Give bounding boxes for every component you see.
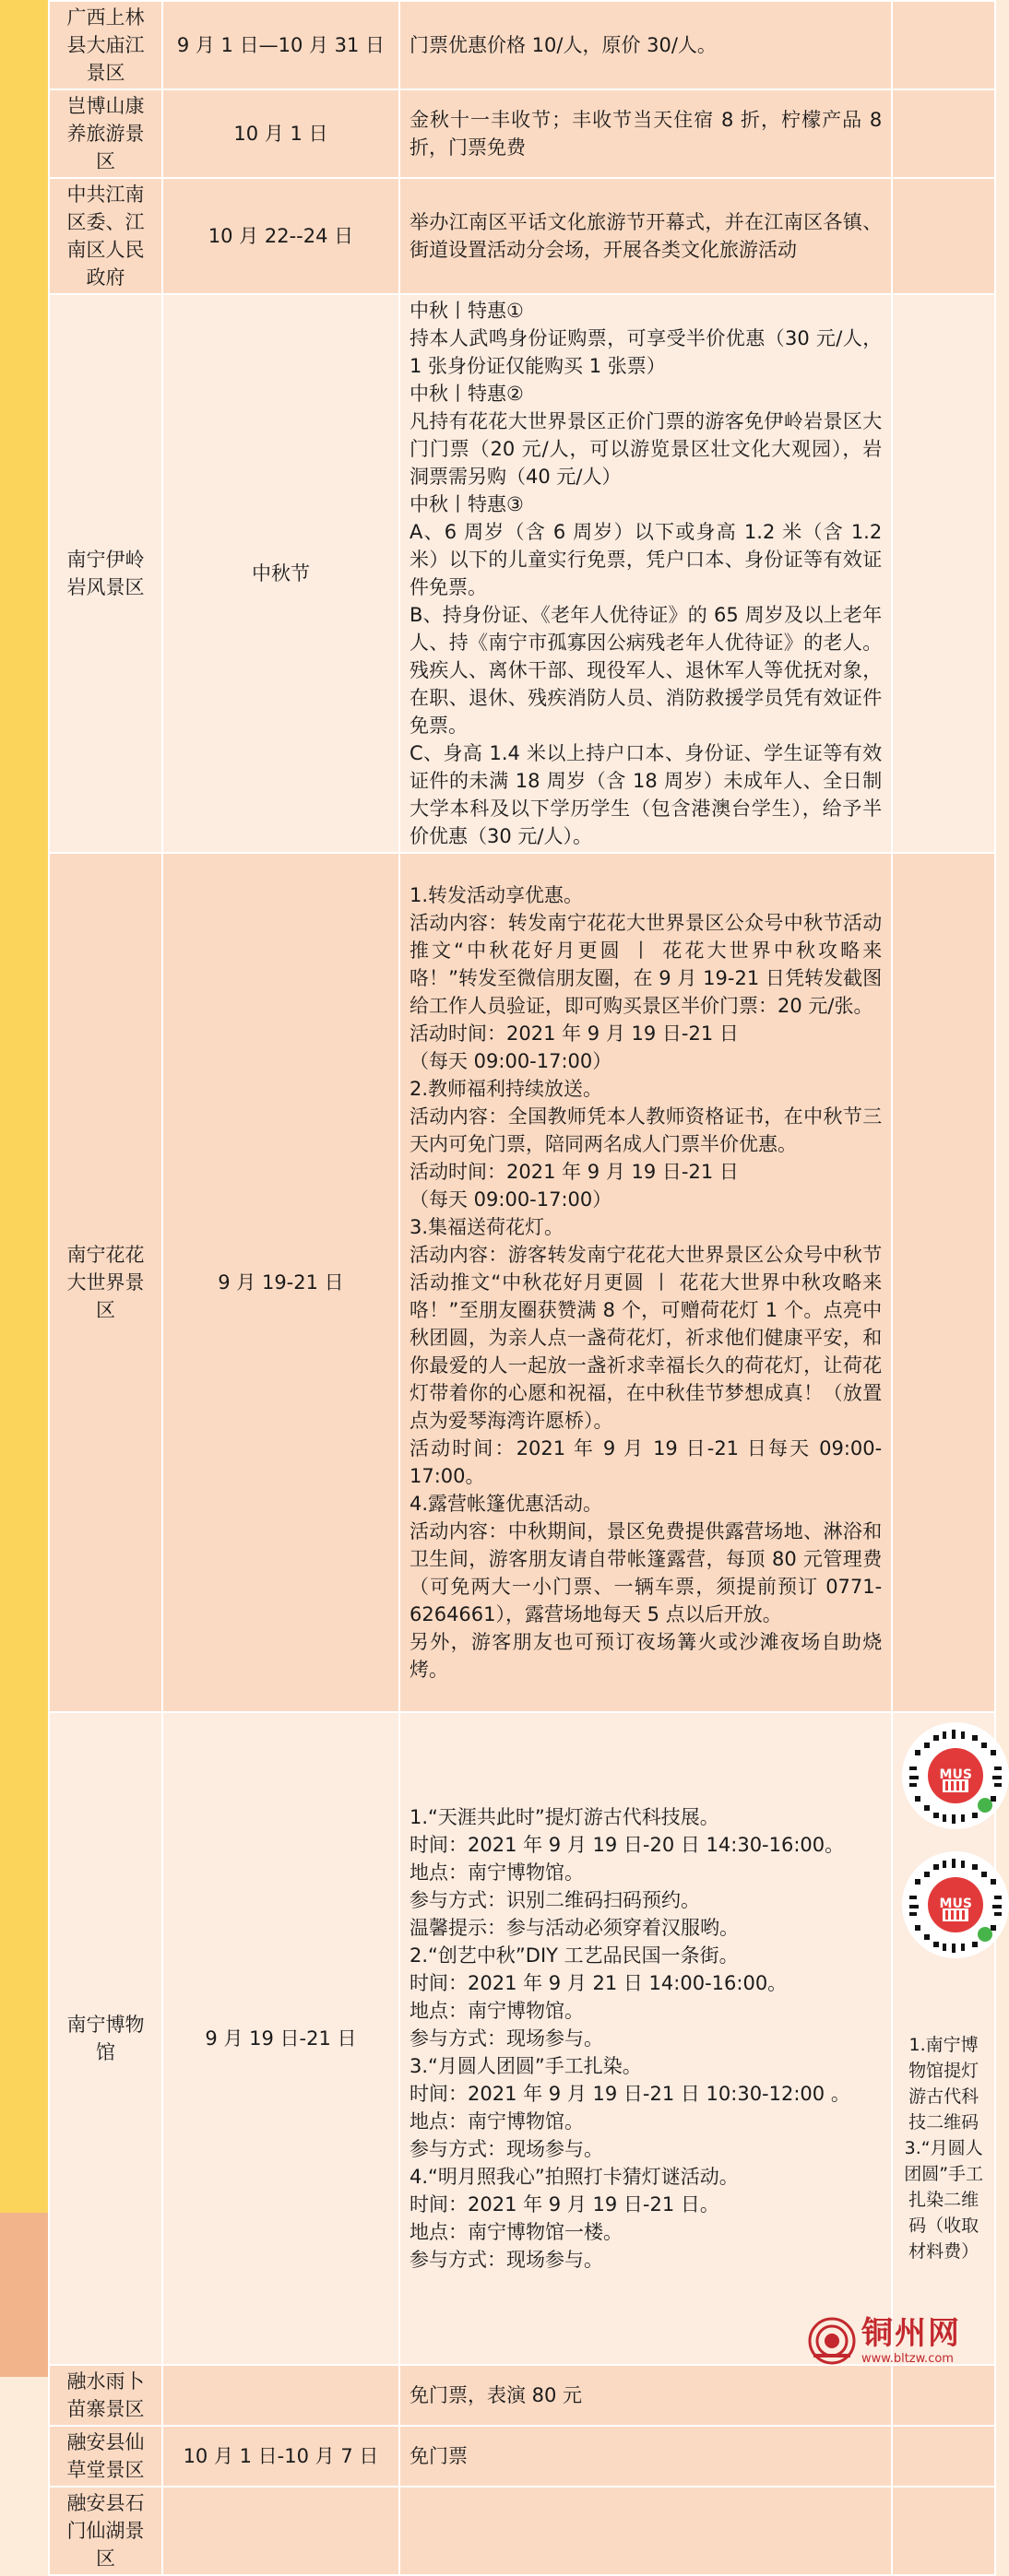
qr-cell: [892, 1, 995, 89]
watermark-url: www.bltzw.com: [861, 2352, 954, 2366]
table-row: [49, 294, 995, 853]
event-date: [162, 2487, 399, 2575]
table-row: [49, 178, 995, 294]
venue-name: 融安县仙草堂景区: [49, 2426, 162, 2487]
event-description: 免门票，表演 80 元: [399, 2365, 892, 2426]
qr-logo-text: MUS: [939, 1767, 972, 1782]
qr-caption: 1.南宁博物馆提灯游古代科技二维码 3.“月圆人团圆”手工扎染二维码（收取材料费）: [904, 2035, 984, 2262]
event-description: 中秋丨特惠① 持本人武鸣身份证购票，可享受半价优惠（30 元/人，1 张身份证仅能购买 1 张票） 中秋丨特惠② 凡持有花花大世界景区正价门票的游客免伊岭岩景区大门门票（20 元/人，可以游览景区壮文化大观园），岩洞票需另购（40 元/人） 中秋丨特惠③ A、6 周岁（含 6 周岁）以下或身高 1.2 米（含 1.2 米）以下的儿童实行免票，凭户口本、身份证等有效证件免票。 B、持身份证、《老年人优待证》的 65 周岁及以上老年人、持《南宁市孤寡因公病残老年人优待证》的老人。残疾人、离休干部、现役军人、退休军人等优抚对象，在职、退休、残疾消防人员、消防救援学员凭有效证件免票。 C、身高 1.4 米以上持户口本、身份证、学生证等有效证件的未满 18 周岁（含 18 周岁）未成年人、全日制大学本科及以下学历学生（包含港澳台学生），给予半价优惠（30 元/人）。: [399, 294, 892, 853]
event-description: [399, 2487, 892, 2575]
qr-logo-text: MUS: [939, 1897, 972, 1911]
venue-name: 岂博山康养旅游景区: [49, 89, 162, 178]
table-row: [49, 1712, 995, 2365]
qr-cell: [892, 89, 995, 178]
venue-name: 融安县石门仙湖景区: [49, 2487, 162, 2575]
event-description: 举办江南区平话文化旅游节开幕式，并在江南区各镇、街道设置活动分会场，开展各类文化旅游活动: [399, 178, 892, 294]
table-row: [49, 89, 995, 178]
event-description: 1.“天涯共此时”提灯游古代科技展。 时间：2021 年 9 月 19 日-20 日 14:30-16:00。 地点：南宁博物馆。 参与方式：识别二维码扫码预约。 温馨提示：参与活动必须穿着汉服哟。 2.“创艺中秋”DIY 工艺品民国一条街。 时间：2021 年 9 月 21 日 14:00-16:00。 地点：南宁博物馆。 参与方式：现场参与。 3.“月圆人团圆”手工扎染。 时间：2021 年 9 月 19 日-21 日 10:30-12:00 。 地点：南宁博物馆。 参与方式：现场参与。 4.“明月照我心”拍照打卡猜灯谜活动。 时间：2021 年 9 月 19 日-21 日。 地点：南宁博物馆一楼。 参与方式：现场参与。: [399, 1712, 892, 2365]
event-date: [162, 2365, 399, 2426]
qr-cell: [892, 853, 995, 1712]
watermark-title: 铜州网: [861, 2315, 961, 2352]
table-row: [49, 1, 995, 89]
table-row: [49, 853, 995, 1712]
venue-name: 中共江南区委、江南区人民政府: [49, 178, 162, 294]
event-date: 中秋节: [162, 294, 399, 853]
venue-name: 南宁博物馆: [49, 1712, 162, 2365]
qr-cell: [892, 294, 995, 853]
event-description: 免门票: [399, 2426, 892, 2487]
event-date: 9 月 1 日—10 月 31 日: [162, 1, 399, 89]
event-date: 9 月 19-21 日: [162, 853, 399, 1712]
event-description: 门票优惠价格 10/人，原价 30/人。: [399, 1, 892, 89]
event-description: 1.转发活动享优惠。 活动内容：转发南宁花花大世界景区公众号中秋节活动推文“中秋花好月更圆 丨 花花大世界中秋攻略来咯！”转发至微信朋友圈，在 9 月 19-21 日凭转发截图给工作人员验证，即可购买景区半价门票：20 元/张。 活动时间：2021 年 9 月 19 日-21 日 （每天 09:00-17:00） 2.教师福利持续放送。 活动内容：全国教师凭本人教师资格证书，在中秋节三天内可免门票，陪同两名成人门票半价优惠。 活动时间：2021 年 9 月 19 日-21 日 （每天 09:00-17:00） 3.集福送荷花灯。 活动内容：游客转发南宁花花大世界景区公众号中秋节活动推文“中秋花好月更圆 丨 花花大世界中秋攻略来咯！”至朋友圈获赞满 8 个，可赠荷花灯 1 个。点亮中秋团圆，为亲人点一盏荷花灯，祈求他们健康平安，和你最爱的人一起放一盏祈求幸福长久的荷花灯，让荷花灯带着你的心愿和祝福，在中秋佳节梦想成真！（放置点为爱琴海湾许愿桥）。 活动时间：2021 年 9 月 19 日-21 日每天 09:00-17:00。 4.露营帐篷优惠活动。 活动内容：中秋期间，景区免费提供露营场地、淋浴和卫生间，游客朋友请自带帐篷露营，每顶 80 元管理费（可免两大一小门票、一辆车票，须提前预订 0771-6264661），露营场地每天 5 点以后开放。 另外，游客朋友也可预订夜场篝火或沙滩夜场自助烧烤。: [399, 853, 892, 1712]
venue-name: 广西上林县大庙江景区: [49, 1, 162, 89]
qr-cell: [892, 2487, 995, 2575]
events-table: [48, 0, 996, 2576]
qr-code-image-2[interactable]: [902, 1851, 1009, 1958]
table-row: [49, 2426, 995, 2487]
table-row: [49, 2487, 995, 2575]
region-band-yellow: [0, 0, 48, 2213]
event-date: 10 月 1 日: [162, 89, 399, 178]
region-band-salmon: [0, 2213, 48, 2377]
event-date: 10 月 22--24 日: [162, 178, 399, 294]
brand-logo-icon: [808, 2317, 856, 2365]
table-row: [49, 2365, 995, 2426]
venue-name: 南宁花花大世界景区: [49, 853, 162, 1712]
venue-name: 南宁伊岭岩风景区: [49, 294, 162, 853]
venue-name: 融水雨卜苗寨景区: [49, 2365, 162, 2426]
event-date: 9 月 19 日-21 日: [162, 1712, 399, 2365]
event-description: 金秋十一丰收节；丰收节当天住宿 8 折，柠檬产品 8 折，门票免费: [399, 89, 892, 178]
event-date: 10 月 1 日-10 月 7 日: [162, 2426, 399, 2487]
qr-cell: [892, 1712, 995, 2365]
qr-cell: [892, 178, 995, 294]
site-watermark: [808, 2310, 983, 2371]
qr-code-image-1[interactable]: [902, 1722, 1009, 1829]
qr-cell: [892, 2365, 995, 2426]
qr-cell: [892, 2426, 995, 2487]
